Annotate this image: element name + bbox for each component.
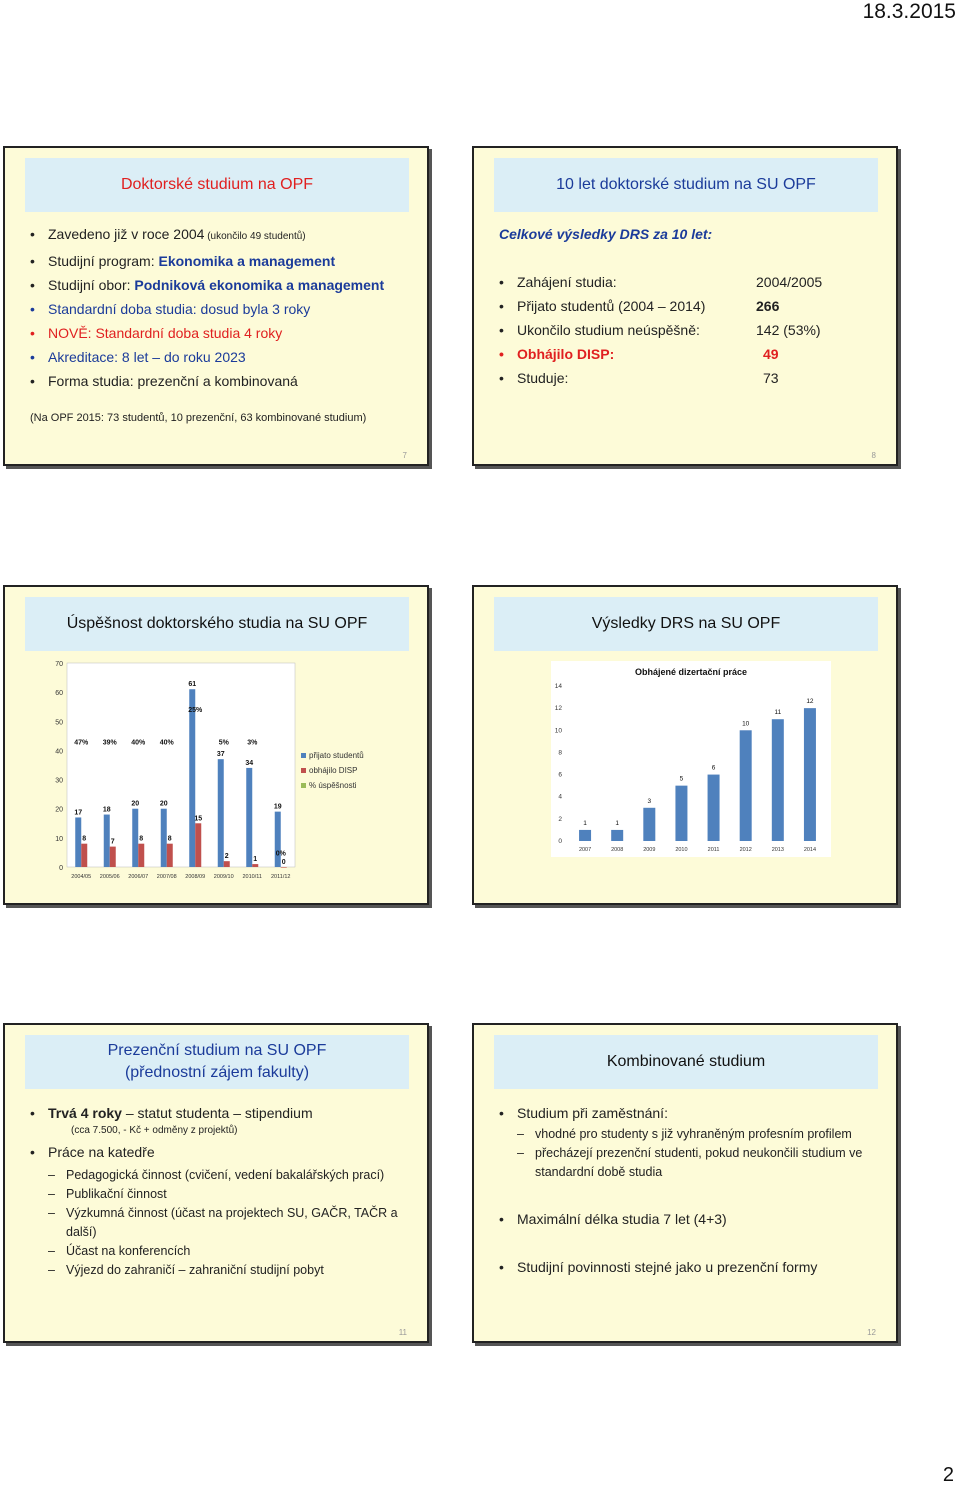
data-label-defended: 2 (224, 853, 229, 861)
data-label: 1 (615, 819, 619, 827)
legend-label: přijato studentů (309, 751, 364, 760)
legend-swatch (301, 768, 306, 773)
x-tick-label: 2004/05 (71, 874, 92, 880)
bar-defended (224, 861, 230, 867)
slide-number: 8 (871, 451, 876, 460)
bar-defended-thesis (675, 786, 687, 841)
data-label-success: 25% (188, 707, 203, 715)
data-label: 5 (679, 775, 684, 783)
bar-defended (252, 864, 258, 867)
legend-swatch (301, 783, 306, 788)
bar-defended-thesis (772, 719, 784, 841)
x-tick-label: 2010 (675, 847, 688, 853)
x-tick-label: 2010/11 (242, 874, 262, 880)
y-tick-label: 20 (55, 806, 63, 814)
list-item: • Zahájení studia: 2004/2005 (499, 270, 859, 294)
list-item: • Ukončilo studium neúspěšně: 142 (53%) (499, 318, 859, 342)
x-tick-label: 2012 (739, 847, 752, 853)
list-item: – Výjezd do zahraničí – zahraniční studijní pobyt (30, 1261, 405, 1280)
bar-defended (167, 844, 173, 867)
data-label-admitted: 20 (159, 800, 168, 808)
bar-admitted (275, 812, 281, 867)
y-tick-label: 10 (55, 835, 63, 843)
data-label-admitted: 34 (245, 759, 254, 767)
y-tick-label: 0 (59, 865, 63, 872)
sub-list (30, 1166, 405, 1280)
y-tick-label: 30 (55, 777, 63, 785)
slide-number: 11 (398, 1328, 407, 1337)
data-label-defended: 8 (167, 835, 172, 843)
note: (Na OPF 2015: 73 studentů, 10 prezenční, 63 kombinované studium) (30, 412, 367, 424)
bullet-list (499, 1255, 879, 1279)
bullet-list (30, 1101, 410, 1125)
document-date: 18.3.2015 (862, 0, 956, 23)
data-label: 1 (583, 819, 587, 827)
slide-10 (472, 585, 898, 905)
data-label-success: 0% (275, 850, 286, 858)
bar-admitted (218, 759, 224, 867)
x-tick-label: 2009/10 (213, 874, 234, 880)
list-item: • Trvá 4 roky – statut studenta – stipendium (30, 1101, 410, 1125)
bar-admitted (104, 815, 110, 867)
data-label-admitted: 19 (273, 803, 282, 811)
list-item: – přecházejí prezenční studenti, pokud neukončili studium ve standardní době studia (499, 1144, 874, 1182)
data-label-success: 5% (218, 739, 229, 747)
y-tick-label: 12 (554, 705, 562, 713)
y-tick-label: 70 (55, 661, 63, 668)
data-label-defended: 8 (82, 835, 87, 843)
y-tick-label: 4 (558, 793, 562, 801)
bar-defended-thesis (804, 708, 816, 841)
bar-admitted (132, 809, 138, 867)
x-tick-label: 2013 (771, 847, 784, 853)
slide-title: Výsledky DRS na SU OPF (494, 597, 878, 651)
list-item: – vhodné pro studenty s již vyhraněným profesním profilem (499, 1125, 874, 1144)
slide-title: Úspěšnost doktorského studia na SU OPF (25, 597, 409, 651)
data-label-admitted: 61 (188, 681, 197, 689)
x-tick-label: 2011/12 (271, 874, 291, 880)
plot-area (67, 663, 295, 867)
bar-defended-thesis (708, 775, 720, 841)
data-label-admitted: 20 (131, 800, 140, 808)
legend-swatch (301, 753, 306, 758)
data-label-success: 39% (102, 739, 117, 747)
data-label-defended: 0 (281, 859, 286, 866)
y-tick-label: 50 (55, 719, 63, 727)
slide-7 (3, 146, 429, 466)
data-label-admitted: 17 (74, 809, 83, 817)
results-list (499, 270, 859, 390)
slide-9 (3, 585, 429, 905)
chart-title: Obhájené dizertační práce (634, 667, 748, 677)
data-label-defended: 7 (110, 838, 115, 846)
slide-number: 7 (402, 451, 407, 460)
legend-label: % úspěšnosti (309, 781, 357, 790)
legend-label: obhájilo DISP (309, 766, 358, 775)
y-tick-label: 14 (554, 683, 562, 690)
x-tick-label: 2011 (707, 847, 720, 853)
list-item: • Studium při zaměstnání: (499, 1101, 879, 1125)
page-number: 2 (942, 1464, 954, 1486)
bullet-list (499, 1207, 879, 1231)
data-label-defended: 8 (139, 835, 144, 843)
slide-8 (472, 146, 898, 466)
chart-background (551, 661, 831, 857)
slide-title: Doktorské studium na OPF (25, 158, 409, 212)
x-tick-label: 2007 (578, 847, 592, 853)
data-label-success: 40% (131, 739, 146, 747)
chart-success (5, 655, 427, 895)
bar-defended-thesis (740, 730, 752, 841)
data-label-admitted: 18 (102, 806, 111, 814)
bar-defended-thesis (611, 830, 623, 841)
y-tick-label: 60 (55, 690, 63, 698)
slide-11 (3, 1023, 429, 1343)
bullet-list (30, 222, 384, 393)
x-tick-label: 2007/08 (156, 874, 177, 880)
x-tick-label: 2005/06 (99, 874, 120, 880)
slide-title: 10 let doktorské studium na SU OPF (494, 158, 878, 212)
list-item: • Přijato studentů (2004 – 2014) 266 (499, 294, 859, 318)
data-label: 11 (774, 709, 782, 717)
note: (cca 7.500, - Kč + odměny z projektů) (71, 1125, 238, 1136)
bar-defended (138, 844, 144, 867)
list-item: • Standardní doba studia: dosud byla 3 roky (30, 297, 384, 321)
bar-admitted (161, 809, 167, 867)
data-label-admitted: 37 (216, 751, 225, 759)
list-item: • Forma studia: prezenční a kombinovaná (30, 369, 384, 393)
list-item: • Studijní program: Ekonomika a management (30, 249, 384, 273)
list-item: • NOVĚ: Standardní doba studia 4 roky (30, 321, 384, 345)
data-label: 6 (711, 764, 716, 772)
y-tick-label: 2 (558, 815, 562, 823)
list-item: • Maximální délka studia 7 let (4+3) (499, 1207, 879, 1231)
chart-defended (474, 655, 896, 895)
x-tick-label: 2014 (803, 847, 817, 853)
data-label-defended: 1 (253, 856, 258, 864)
slide-12 (472, 1023, 898, 1343)
subtitle: Celkové výsledky DRS za 10 let: (499, 226, 713, 242)
bar-admitted (246, 768, 252, 867)
bar-defended-thesis (643, 808, 655, 841)
bar-defended (195, 823, 201, 867)
y-tick-label: 0 (558, 838, 562, 845)
list-item: • Akreditace: 8 let – do roku 2023 (30, 345, 384, 369)
sub-list (499, 1125, 874, 1182)
list-item: • Studijní povinnosti stejné jako u prezenční formy (499, 1255, 879, 1279)
bar-admitted (189, 689, 195, 867)
slide-title: Kombinované studium (494, 1035, 878, 1089)
x-tick-label: 2006/07 (128, 874, 149, 880)
slide-title: Prezenční studium na SU OPF (přednostní zájem fakulty) (25, 1035, 409, 1089)
list-item: • Studijní obor: Podniková ekonomika a management (30, 273, 384, 297)
y-tick-label: 40 (55, 748, 63, 756)
slide-number: 12 (867, 1328, 876, 1337)
list-item: – Pedagogická činnost (cvičení, vedení bakalářských prací) (30, 1166, 405, 1185)
bullet-list (30, 1140, 410, 1164)
x-tick-label: 2009 (643, 847, 656, 853)
list-item: – Výzkumná činnost (účast na projektech SU, GAČR, TAČR a další) (30, 1204, 405, 1242)
bar-defended (110, 847, 116, 867)
y-tick-label: 8 (558, 749, 562, 757)
list-item: • Zavedeno již v roce 2004 (ukončilo 49 studentů) (30, 222, 384, 249)
data-label-success: 3% (247, 739, 258, 747)
y-tick-label: 6 (558, 771, 562, 779)
list-item: • Studuje: 73 (499, 366, 859, 390)
bar-defended (281, 867, 287, 868)
data-label-defended: 15 (194, 815, 203, 823)
data-label: 12 (806, 698, 814, 706)
bar-defended-thesis (579, 830, 591, 841)
data-label-success: 47% (74, 739, 89, 747)
bar-defended (81, 844, 87, 867)
list-item: • Obhájilo DISP: 49 (499, 342, 859, 366)
x-tick-label: 2008 (611, 847, 624, 853)
bar-admitted (75, 817, 81, 867)
list-item: – Účast na konferencích (30, 1242, 405, 1261)
data-label: 10 (742, 720, 750, 728)
y-tick-label: 10 (554, 727, 562, 735)
data-label: 3 (647, 797, 652, 805)
list-item: – Publikační činnost (30, 1185, 405, 1204)
x-tick-label: 2008/09 (185, 874, 206, 880)
bullet-list (499, 1101, 879, 1125)
data-label-success: 40% (159, 739, 174, 747)
list-item: • Práce na katedře (30, 1140, 410, 1164)
